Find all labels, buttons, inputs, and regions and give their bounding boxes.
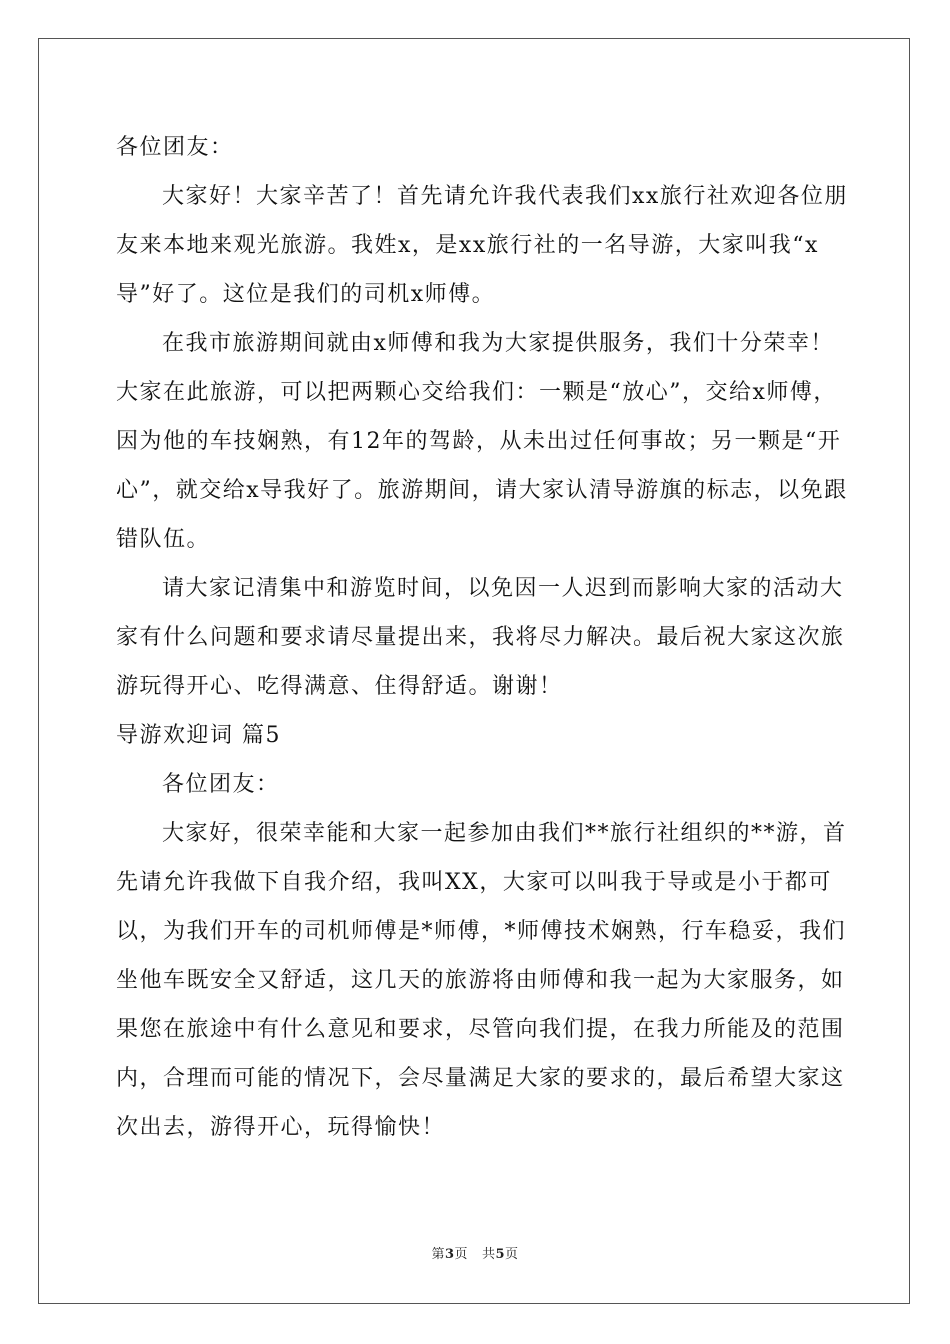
total-pages: 5 xyxy=(495,1247,506,1262)
body-paragraph: 在我市旅游期间就由x师傅和我为大家提供服务，我们十分荣幸！大家在此旅游，可以把两颗心交给我们：一颗是“放心”，交给x师傅，因为他的车技娴熟，有12年的驾龄，从未出过任何事故；另一颗是“开心”，就交给x导我好了。旅游期间，请大家认清导游旗的标志，以免跟错队伍。 xyxy=(116,331,848,552)
total-prefix: 共 xyxy=(481,1247,496,1262)
section-title: 导游欢迎词 篇5 xyxy=(116,723,281,748)
body-paragraph: 大家好！大家辛苦了！首先请允许我代表我们xx旅行社欢迎各位朋友来本地来观光旅游。我姓x，是xx旅行社的一名导游，大家叫我“x导”好了。这位是我们的司机x师傅。 xyxy=(116,184,848,307)
body-paragraph: 大家好，很荣幸能和大家一起参加由我们**旅行社组织的**游，首先请允许我做下自我介绍，我叫XX，大家可以叫我于导或是小于都可以，为我们开车的司机师傅是*师傅，*师傅技术娴熟，行车稳妥，我们坐他车既安全又舒适，这几天的旅游将由师傅和我一起为大家服务，如果您在旅途中有什么意见和要求，尽管向我们提，在我力所能及的范围内，合理而可能的情况下，会尽量满足大家的要求的，最后希望大家这次出去，游得开心，玩得愉快！ xyxy=(116,821,847,1140)
page-footer xyxy=(0,1243,950,1262)
greeting-paragraph: 各位团友： xyxy=(162,772,280,797)
page-number: 3 xyxy=(444,1247,455,1262)
greeting-paragraph: 各位团友： xyxy=(116,135,234,160)
total-suffix: 页 xyxy=(505,1247,519,1262)
page-prefix: 第 xyxy=(431,1247,445,1262)
body-paragraph: 请大家记清集中和游览时间，以免因一人迟到而影响大家的活动大家有什么问题和要求请尽量提出来，我将尽力解决。最后祝大家这次旅游玩得开心、吃得满意、住得舒适。谢谢！ xyxy=(116,576,845,699)
document-body xyxy=(116,123,856,1152)
page-suffix: 页 xyxy=(454,1247,469,1262)
